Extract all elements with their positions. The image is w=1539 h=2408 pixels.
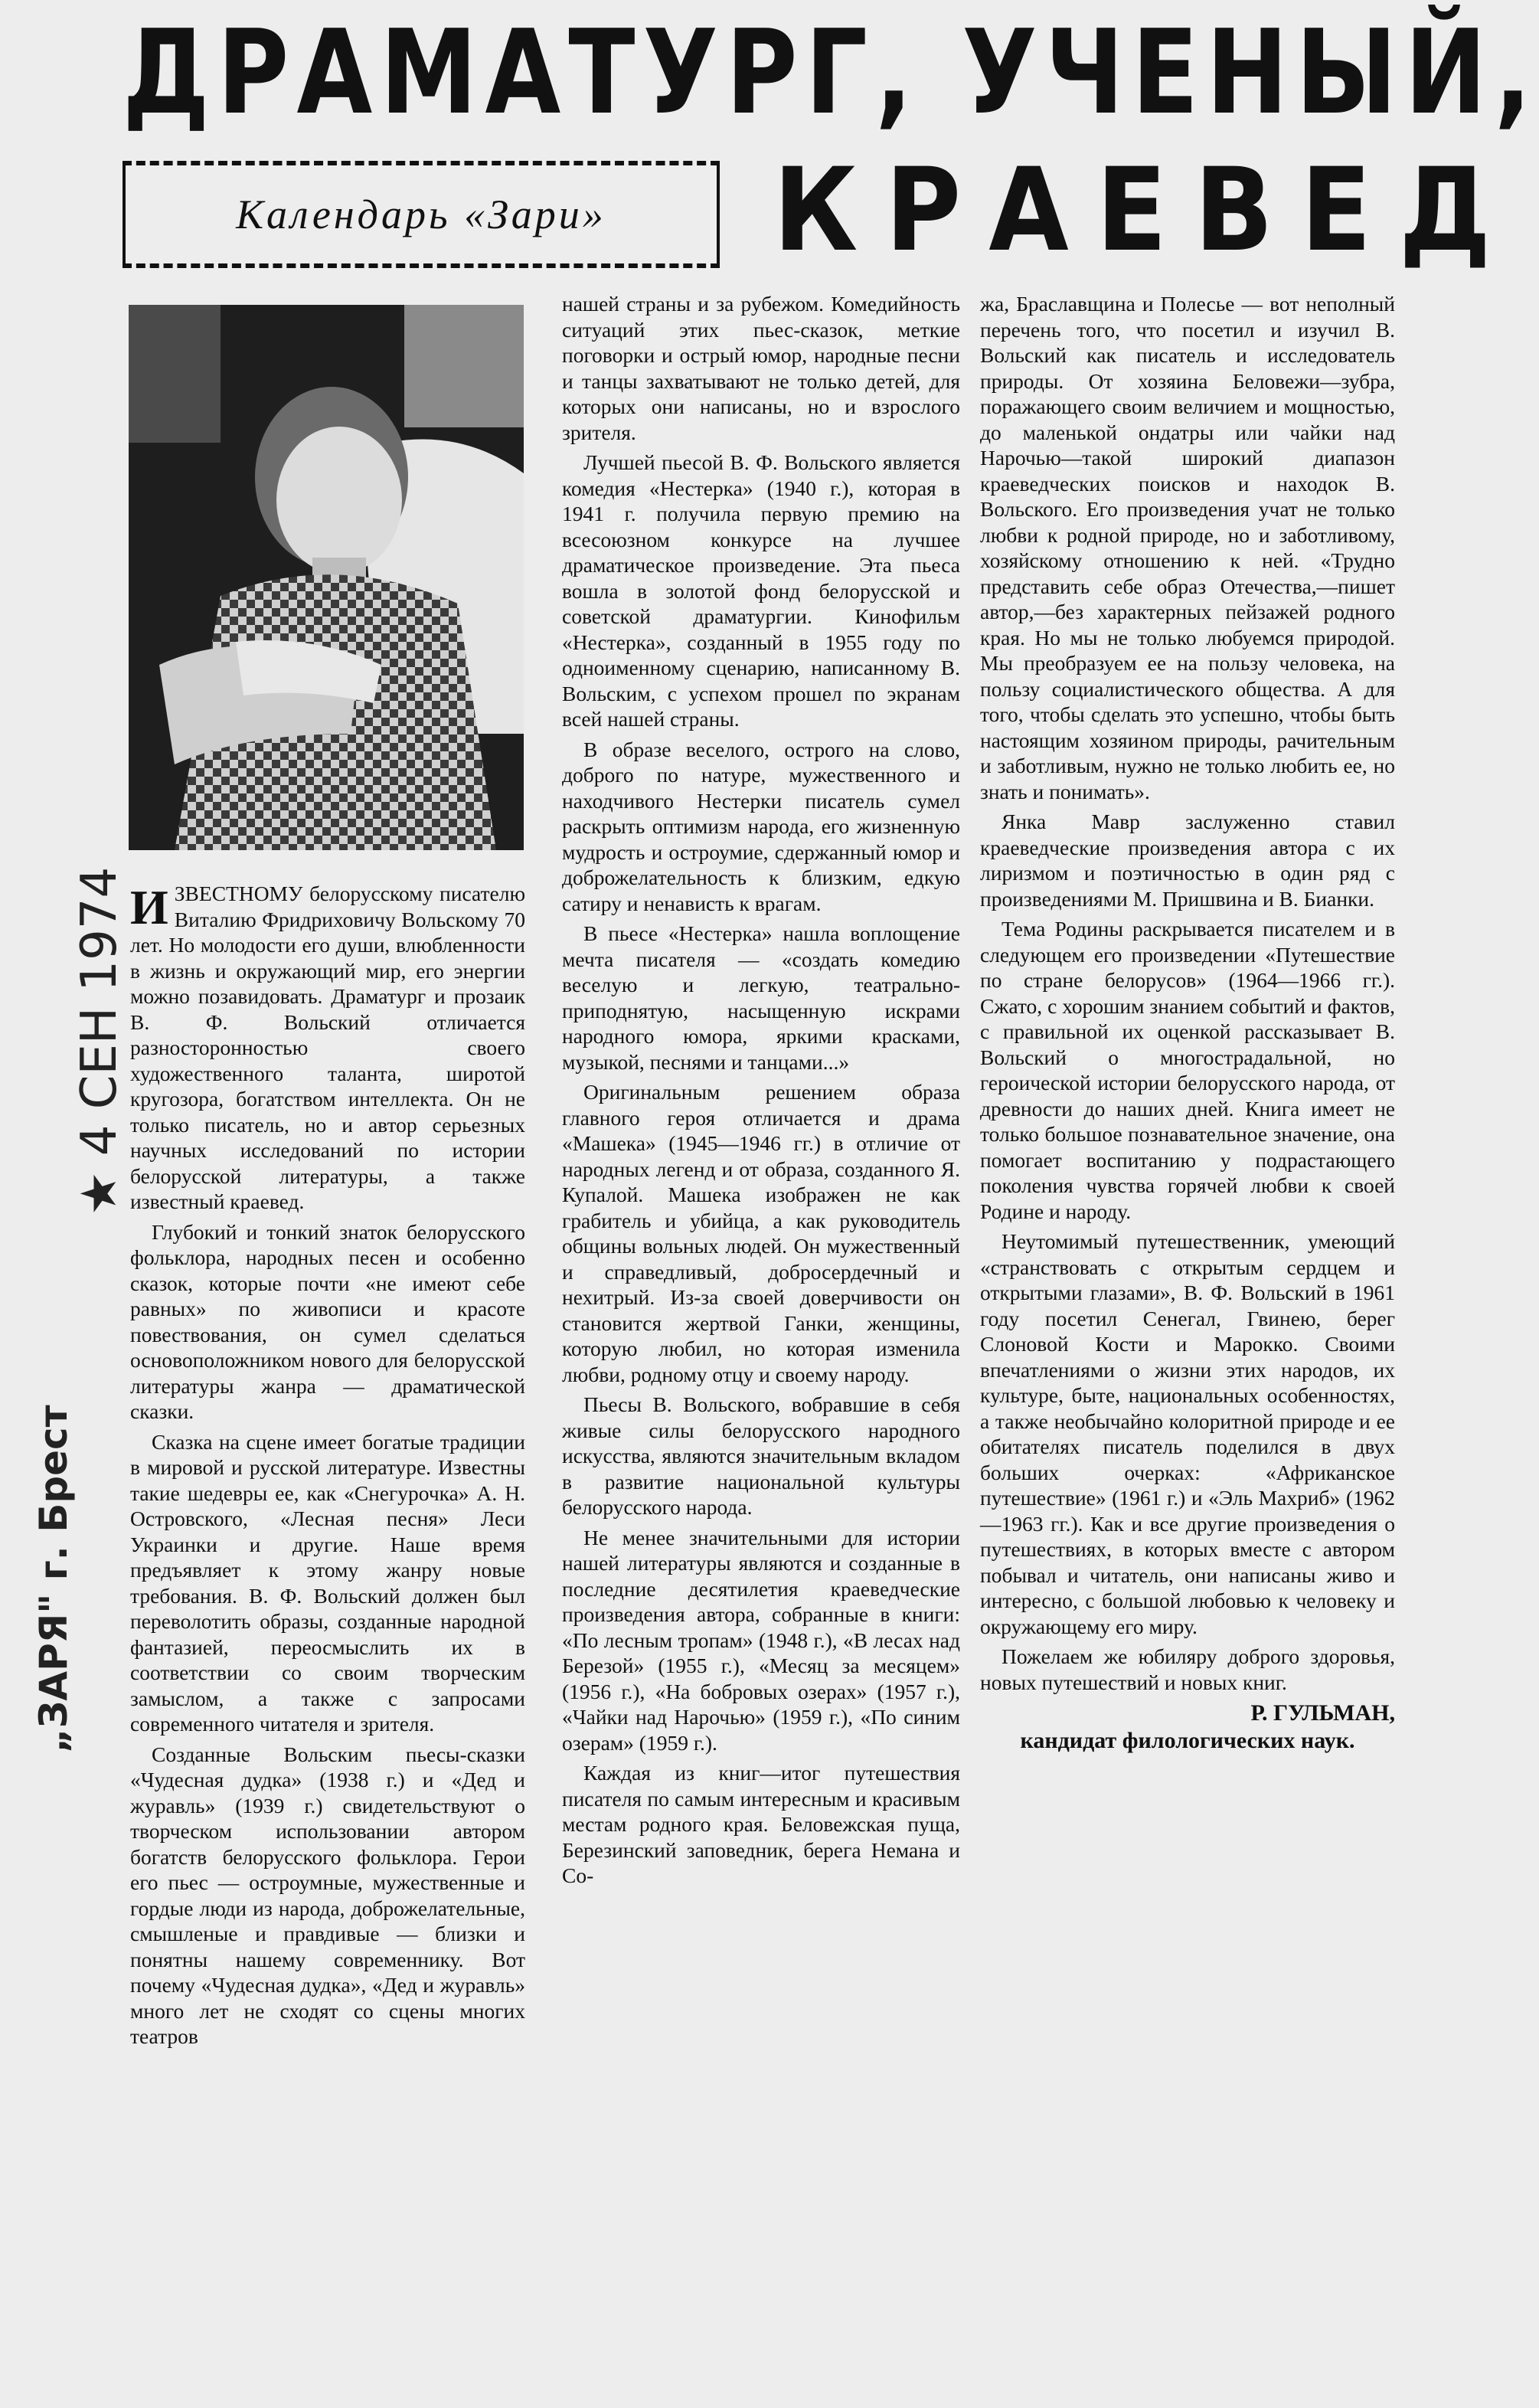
stamp-newspaper: „ЗАРЯ" г. Брест <box>31 1405 76 1753</box>
paragraph: В образе веселого, острого на слово, доброго по натуре, мужественного и находчивого Нестерки писатель сумел раскрыть оптимизм народа, его жизненную мудрость и остроумие, сдержанный юмор и доброжелательность к близким, едкую сатиру и ненависть к врагам. <box>562 737 960 915</box>
paragraph: нашей страны и за рубежом. Комедийность ситуаций этих пьес-сказок, меткие поговорки и острый юмор, народные песни и танцы захватывают не только детей, для которых они написаны, но и взрослого зрителя. <box>562 292 960 444</box>
paragraph: Не менее значительными для истории нашей литературы являются и созданные в последние десятилетия краеведческие произведения автора, собранные в книги: «По лесным тропам» (1948 г.), «В лесах над Березой» (1955 г.), «Месяц за месяцем» (1956 г.), «На бобровых озерах» (1957 г.), «Чайки над Нарочью» (1959 г.), «По синим озерам» (1959 г.). <box>562 1525 960 1755</box>
article-column-3 <box>980 291 1395 1755</box>
archive-stamp <box>23 797 128 1869</box>
drop-cap: И <box>130 880 168 934</box>
paragraph: Оригинальным решением образа главного героя отличается и драма «Машека» (1945—1946 гг.) в отличие от народных легенд и от образа, созданного Я. Купалой. Машека изображен не как грабитель и убийца, а как руководитель общины вольных людей. Он мужественный и справедливый, добросердечный и нехитрый. Из-за своей доверчивости он становится жертвой Ганки, женщины, которую любил, но которая изменила любви, родному отцу и своему народу. <box>562 1080 960 1386</box>
portrait-photo <box>129 305 524 850</box>
article-column-1 <box>130 881 525 2050</box>
paragraph: В пьесе «Нестерка» нашла воплощение мечта писателя — «создать комедию веселую и легкую, театрально-приподнятую, насыщенную искрами народного юмора, яркими красками, музыкой, песнями и танцами...» <box>562 921 960 1074</box>
paragraph: Каждая из книг—итог путешествия писателя по самым интересным и красивым местам родного края. Беловежская пуща, Березинский заповедник, берега Немана и Со- <box>562 1761 960 1887</box>
portrait-illustration <box>129 305 524 850</box>
headline-line-2: КРАЕВЕД <box>773 144 1519 277</box>
paragraph: Неутомимый путешественник, умеющий «странствовать с открытым сердцем и открытыми глазами», В. Ф. Вольский в 1961 году посетил Сенегал, Гвинею, берег Слоновой Кости и Марокко. Своими впечатлениями о жизни этих народов, их культуре, быте, национальных особенностях, а также необычайно колоритной природе и ее обитателях писатель поделился в двух больших очерках: «Африканское путешествие» (1961 г.) и «Эль Махриб» (1962—1963 гг.). Как и все другие произведения о путешествиях, в которых вместе с автором побывал и читатель, они написаны живо и интересно, с большой любовью к человеку и окружающему его миру. <box>980 1229 1395 1638</box>
headline-line-1: ДРАМАТУРГ, УЧЕНЫЙ, <box>123 5 1539 140</box>
paragraph: Глубокий и тонкий знаток белорусского фольклора, народных песен и особенно сказок, которые почти «не имеют себе равных» по живописи и красоте повествования, он сумел сделаться основоположником нового для белорусской литературы жанра — драматической сказки. <box>130 1219 525 1423</box>
author-signature: Р. ГУЛЬМАН, <box>1250 1700 1395 1726</box>
paragraph: Янка Мавр заслуженно ставил краеведческие произведения автора с их лиризмом и поэтичностью в один ряд с произведениями М. Пришвина и В. Бианки. <box>980 810 1395 911</box>
paragraph: ИЗВЕСТНОМУ белорусскому писателю Виталию Фридриховичу Вольскому 70 лет. Но молодости его души, влюбленности в жизнь и окружающий мир, его энергии можно позавидовать. Драматург и прозаик В. Ф. Вольский отличается разносторонностью своего художественного таланта, широтой кругозора, богатством интеллекта. Он не только писатель, но и автор серьезных научных исследований по истории белорусской литературы, а также известный краевед. <box>130 880 525 1213</box>
paragraph: жа, Браславщина и Полесье — вот неполный перечень того, что посетил и изучил В. Вольский как писатель и исследователь природы. От хозяина Беловежи—зубра, поражающего своим величием и мощностью, до маленькой ондатры или чайки над Нарочью—такой широкий диапазон краеведческих поисков и находок В. Вольского. Его произведения учат не только любви к родной природе, но и заботливому, хозяйскому отношению к ней. «Трудно представить себе образ Отечества,—пишет автор,—без характерных пейзажей родного края. Но мы не только любуемся природой. Мы преобразуем ее на пользу человека, на пользу социалистического общества. А для того, чтобы сделать это успешно, чтобы быть настоящим хозяином природы, рачительным и заботливым, нужно не только любить ее, но знать и понимать». <box>980 292 1395 803</box>
paragraph: Созданные Вольским пьесы-сказки «Чудесная дудка» (1938 г.) и «Дед и журавль» (1939 г.) свидетельствуют о творческом использовании автором богатств белорусского фольклора. Герои его пьес — остроумные, мужественные и гордые люди из народа, доброжелательные, смышленые и правдивые — близки и понятны нашему современнику. Вот почему «Чудесная дудка», «Дед и журавль» много лет не сходят со сцены многих театров <box>130 1742 525 2048</box>
paragraph: Пожелаем же юбиляру доброго здоровья, новых путешествий и новых книг. <box>980 1644 1395 1694</box>
paragraph: Сказка на сцене имеет богатые традиции в мировой и русской литературе. Известны такие шедевры ее, как «Снегурочка» А. Н. Островского, «Лесная песня» Леси Украинки и другие. Наше время предъявляет к этому жанру новые требования. В. Ф. Вольский должен был переволотить образы, созданные народной фантазией, переосмыслить их в соответствии со своим творческим замыслом, а также с запросами современного читателя и зрителя. <box>130 1429 525 1736</box>
paragraph: Тема Родины раскрывается писателем и в следующем его произведении «Путешествие по стране белорусов» (1964—1966 гг.). Сжато, с хорошим знанием событий и фактов, с правильной их оценкой рассказывает В. Вольский о многострадальной, но героической истории белорусского народа, от древности до наших дней. Книга имеет не только большое познавательное значение, она помогает воспитанию у подрастающего поколения чувства горячей любви к своей Родине и народу. <box>980 917 1395 1223</box>
rubric-label: Календарь «Зари» <box>123 161 720 268</box>
article-column-2 <box>562 291 960 1889</box>
paragraph: Пьесы В. Вольского, вобравшие в себя живые силы белорусского народного искусства, являются значительным вкладом в развитие национальной культуры белорусского народа. <box>562 1392 960 1519</box>
author-title: кандидат филологических наук. <box>1020 1728 1355 1753</box>
stamp-date: ★ 4 СЕН 1974 <box>71 866 128 1215</box>
paragraph: Лучшей пьесой В. Ф. Вольского является комедия «Нестерка» (1940 г.), которая в 1941 г. получила первую премию на всесоюзном конкурсе на лучшее драматическое произведение. Эта пьеса вошла в золотой фонд белорусской и советской драматургии. Кинофильм «Нестерка», созданный в 1955 году по одноименному сценарию, написанному В. Вольским, с успехом прошел по экранам всей нашей страны. <box>562 450 960 731</box>
